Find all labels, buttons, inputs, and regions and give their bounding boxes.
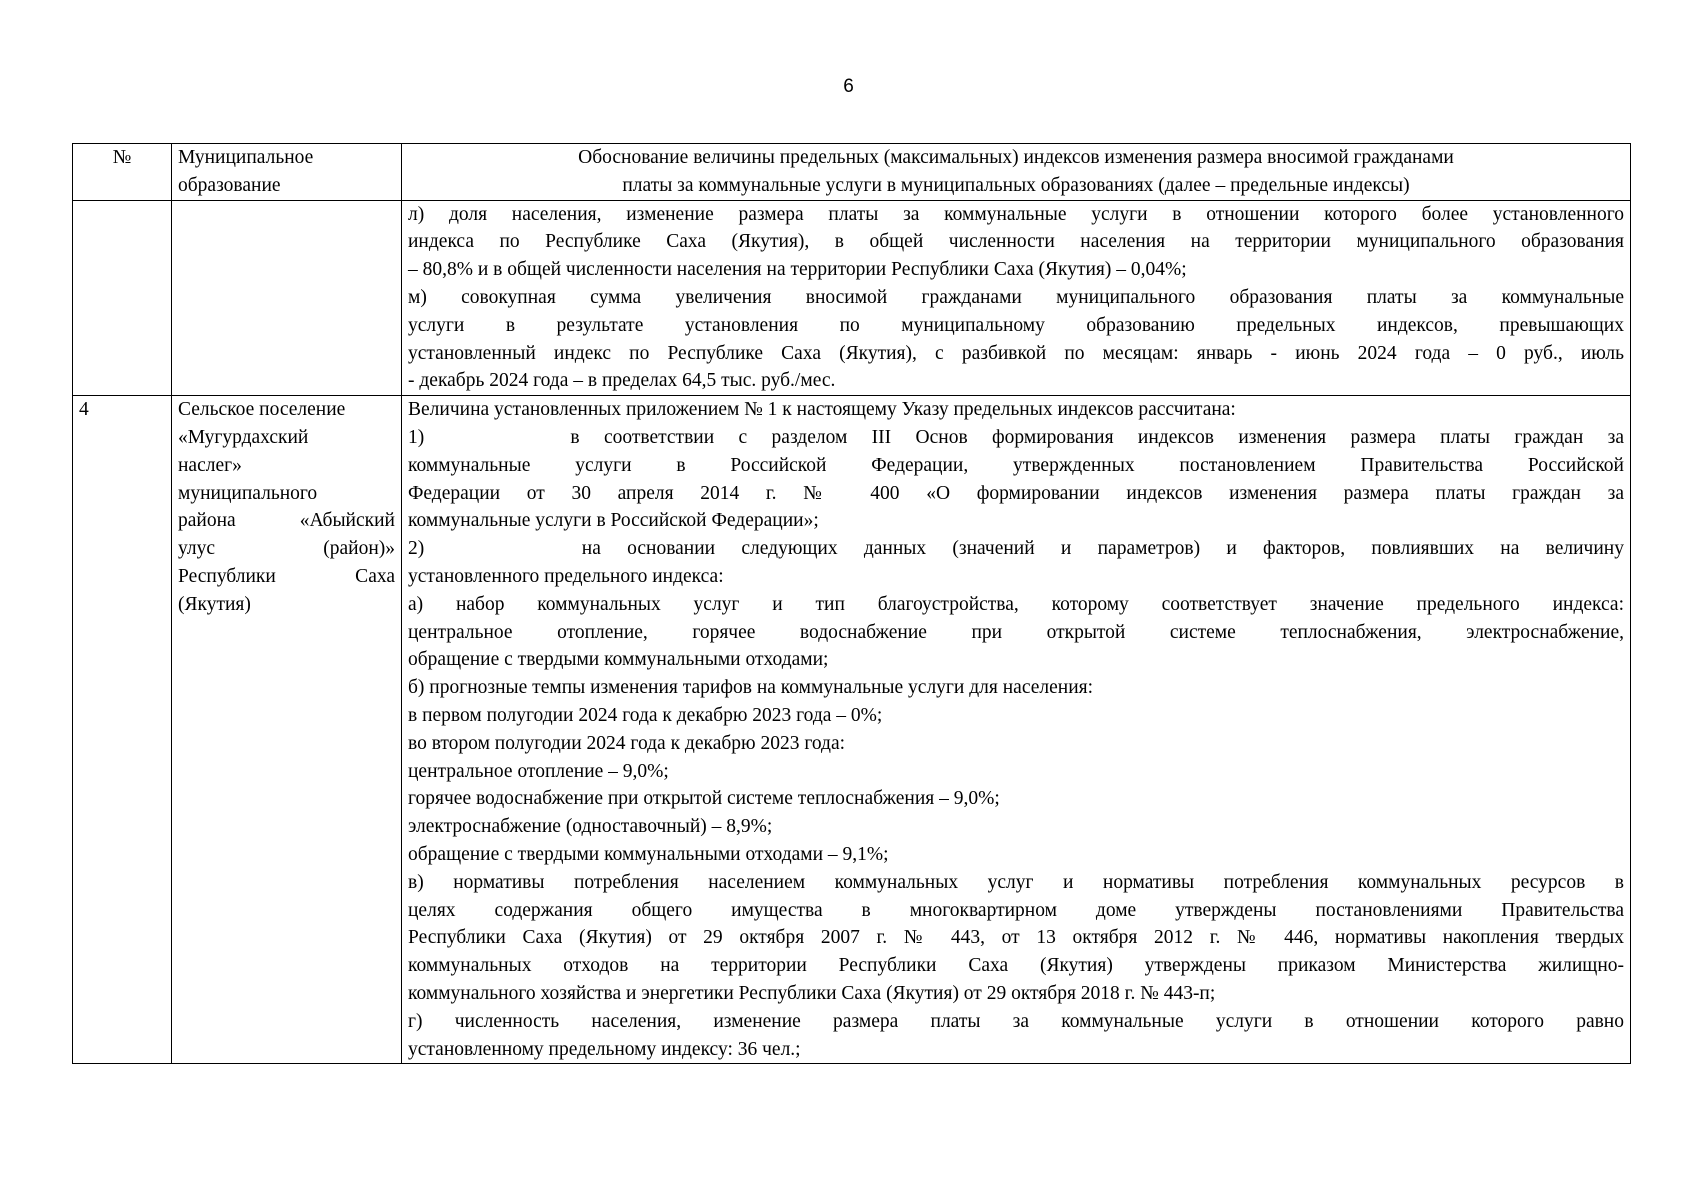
text-line: коммунального хозяйства и энергетики Республики Саха (Якутия) от 29 октября 2018 г. № 443-п; — [408, 982, 1216, 1004]
text-line: установленному предельному индексу: 36 чел.; — [408, 1038, 801, 1060]
text-line: услуги в результате установления по муниципальному образованию предельных индексов, превышающих — [408, 314, 1624, 336]
municipality-line: наслег» — [178, 454, 242, 476]
text-line: во втором полугодии 2024 года к декабрю 2023 года: — [408, 732, 846, 754]
text-line: установленного предельного индекса: — [408, 565, 724, 587]
text-line: г) численность населения, изменение размера платы за коммунальные услуги в отношении которого равно — [408, 1010, 1624, 1032]
header-number: № — [73, 144, 172, 201]
text-line: Республики Саха (Якутия) от 29 октября 2007 г. № 443, от 13 октября 2012 г. № 446, нормативы накопления твердых — [408, 927, 1624, 949]
text-line: коммунальные услуги в Российской Федерации, утвержденных постановлением Правительства Российской — [408, 454, 1624, 476]
header-municipality — [172, 144, 402, 201]
municipality-line: Сельское поселение — [178, 399, 346, 421]
cell-number-empty — [73, 200, 172, 396]
text-line: обращение с твердыми коммунальными отходами – 9,1%; — [408, 843, 889, 865]
table-row-4 — [73, 396, 1631, 1064]
cell-municipality-empty — [172, 200, 402, 396]
text-line: индекса по Республике Саха (Якутия), в общей численности населения на территории муниципального образования — [408, 231, 1624, 253]
municipality-line: Республики Саха — [178, 565, 395, 587]
text-line: центральное отопление, горячее водоснабжение при открытой системе теплоснабжения, электроснабжение, — [408, 621, 1624, 643]
text-line: Федерации от 30 апреля 2014 г. № 400 «О формировании индексов изменения размера платы граждан за — [408, 482, 1624, 504]
header-municipality-line: образование — [178, 174, 281, 196]
text-line: центральное отопление – 9,0%; — [408, 760, 669, 782]
municipality-line: муниципального — [178, 482, 318, 504]
text-line: целях содержания общего имущества в многоквартирном доме утверждены постановлениями Правительства — [408, 899, 1624, 921]
municipality-line: района «Абыйский — [178, 510, 395, 532]
table-row-continuation — [73, 200, 1631, 396]
text-line: а) набор коммунальных услуг и тип благоустройства, которому соответствует значение предельного индекса: — [408, 593, 1624, 615]
cell-justification-continuation — [402, 200, 1631, 396]
text-line: электроснабжение (одноставочный) – 8,9%; — [408, 816, 773, 838]
municipality-line: «Мугурдахский — [178, 426, 309, 448]
text-line: коммунальные услуги в Российской Федерации»; — [408, 510, 819, 532]
text-line: коммунальных отходов на территории Республики Саха (Якутия) утверждены приказом Министерства жилищно- — [408, 955, 1624, 977]
text-line: горячее водоснабжение при открытой системе теплоснабжения – 9,0%; — [408, 788, 1000, 810]
text-line: в) нормативы потребления населением коммунальных услуг и нормативы потребления коммунальных ресурсов в — [408, 871, 1624, 893]
cell-municipality — [172, 396, 402, 1064]
text-line: м) совокупная сумма увеличения вносимой гражданами муниципального образования платы за коммунальные — [408, 286, 1624, 308]
table-header-row — [73, 144, 1631, 201]
header-justification-line: платы за коммунальные услуги в муниципальных образованиях (далее – предельные индексы) — [622, 174, 1410, 196]
header-justification — [402, 144, 1631, 201]
header-justification-line: Обоснование величины предельных (максимальных) индексов изменения размера вносимой гражданами — [578, 147, 1454, 168]
text-line: – 80,8% и в общей численности населения на территории Республики Саха (Якутия) – 0,04%; — [408, 259, 1187, 281]
text-line: б) прогнозные темпы изменения тарифов на коммунальные услуги для населения: — [408, 677, 1094, 699]
text-line: Величина установленных приложением № 1 к настоящему Указу предельных индексов рассчитана: — [408, 399, 1236, 421]
page-number: 6 — [843, 76, 854, 97]
cell-justification — [402, 396, 1631, 1064]
indices-table — [72, 143, 1631, 1064]
header-municipality-line: Муниципальное — [178, 147, 314, 168]
text-line: установленный индекс по Республике Саха (Якутия), с разбивкой по месяцам: январь - июнь 2024 года – 0 руб., июль — [408, 342, 1624, 364]
text-line: в первом полугодии 2024 года к декабрю 2023 года – 0%; — [408, 704, 883, 726]
municipality-line: (Якутия) — [178, 593, 251, 615]
row-number: 4 — [73, 396, 172, 1064]
text-line: 2) на основании следующих данных (значений и параметров) и факторов, повлиявших на величину — [408, 538, 1624, 560]
text-line: 1) в соответствии с разделом III Основ формирования индексов изменения размера платы граждан за — [408, 426, 1624, 448]
municipality-line: улус (район)» — [178, 538, 395, 560]
text-line: - декабрь 2024 года – в пределах 64,5 тыс. руб./мес. — [408, 370, 836, 392]
text-line: обращение с твердыми коммунальными отходами; — [408, 649, 829, 671]
text-line: л) доля населения, изменение размера платы за коммунальные услуги в отношении которого более установленного — [408, 203, 1624, 225]
